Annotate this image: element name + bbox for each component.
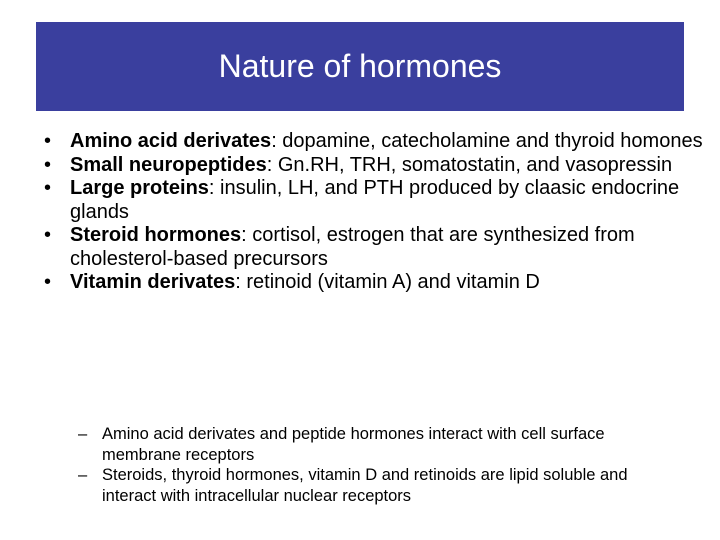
bullet-marker: •	[44, 130, 52, 152]
bullet-item	[44, 271, 704, 295]
bullet-item	[44, 154, 704, 178]
bullet-term: Steroid hormones	[70, 224, 242, 246]
bullet-item	[44, 130, 704, 154]
bullet-text: : insulin, LH, and PTH produced by claasic endocrine glands	[70, 177, 680, 223]
dash-marker: –	[78, 466, 88, 484]
sub-bullet-item	[78, 465, 678, 506]
bullet-term: Vitamin derivates	[70, 271, 236, 293]
bullet-marker: •	[44, 224, 52, 246]
dash-marker: –	[78, 425, 88, 443]
title-banner	[36, 22, 684, 111]
bullet-marker: •	[44, 153, 52, 176]
bullet-term: Small neuropeptides	[70, 153, 267, 176]
bullet-text: : Gn.RH, TRH, somatostatin, and vasopressin	[266, 153, 673, 176]
sub-bullet-text: Amino acid derivates and peptide hormones interact with cell surface membrane receptors	[102, 425, 605, 464]
bullet-list	[44, 130, 704, 295]
bullet-text: : cortisol, estrogen that are synthesized from cholesterol-based precursors	[70, 224, 635, 270]
bullet-term: Large proteins	[70, 177, 209, 199]
bullet-marker: •	[44, 177, 52, 199]
bullet-term: Amino acid derivates	[70, 130, 272, 152]
bullet-text: : dopamine, catecholamine and thyroid homones	[271, 130, 703, 152]
bullet-text: : retinoid (vitamin A) and vitamin D	[235, 271, 540, 293]
sub-bullet-item	[78, 424, 678, 465]
bullet-item	[44, 177, 704, 224]
sub-bullet-text: Steroids, thyroid hormones, vitamin D and retinoids are lipid soluble and interact with intracellular nuclear receptors	[102, 466, 628, 505]
sub-bullet-list	[78, 424, 678, 506]
slide-title: Nature of hormones	[218, 48, 502, 84]
bullet-marker: •	[44, 271, 52, 293]
bullet-item	[44, 224, 704, 271]
